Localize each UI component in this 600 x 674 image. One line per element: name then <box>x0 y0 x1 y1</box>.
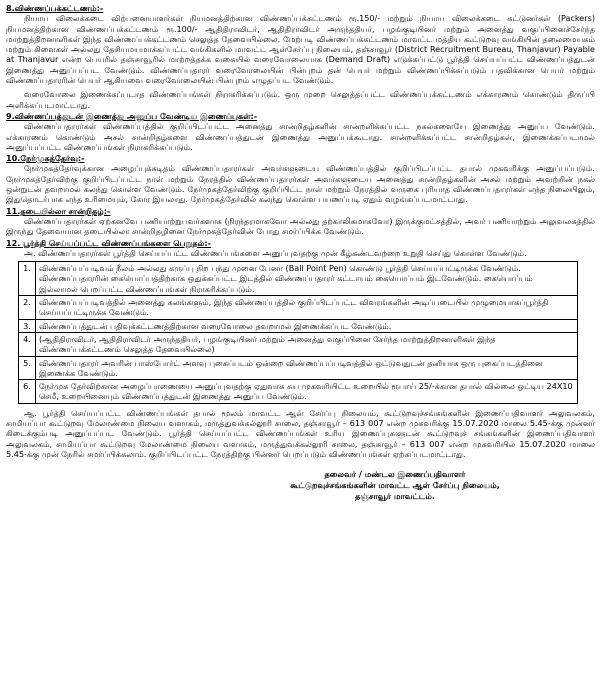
signature-office: கூட்டுறவுச்சங்கங்களின் மாவட்ட ஆள் சேர்ப்பு நிலையம், <box>290 480 500 491</box>
checklist-number: 6. <box>19 380 36 404</box>
signature-district: தஞ்சாவூர் மாவட்டம். <box>355 491 435 502</box>
checklist-number: 1. <box>19 262 36 296</box>
section-10-heading: 10.நேர்முகத்தேர்வு:- <box>6 153 85 164</box>
section-9-heading: 9.விண்ணப்பத்துடன் இணைத்து அனுப்ப வேண்டிய இணைப்புகள்:- <box>6 110 258 121</box>
section-8-heading: 8.விண்ணப்பக்கட்டணம்:- <box>6 3 104 13</box>
checklist-text: நேர்முக தேர்விற்கான அழைப்பாணையை அனுப்புவதற்கு ஏதுவாக சுய முகவரியிட்ட உறையில் ரூபாய் 25/-க்கான தபால் வில்லை ஒட்டிய 24X10 செமீ, உறையினையும் விண்ணப்பத்துடன் இணைத்து அனுப்ப வேண்டும். <box>36 380 578 404</box>
checklist-text: விண்ணப்பப்படிவம் நீலம் அல்லது கருப்பு நிற பந்து முனை பேனா (Ball Point Pen) கொண்டு பூர்த்தி செய்யப்பட்டிருக்க வேண்டும். விண்ணப்பதாரரின் கையொப்பத்திற்காக ஒதுக்கப்பட்ட இடத்தில் விண்ணப்பதாரர் கட்டாயம் கையொப்பம் இடவேண்டும். கையொப்பம் இல்லாமல் பெறப்பட்ட விண்ணப்பங்கள் நிராகரிக்கப்படும். <box>36 262 578 296</box>
checklist-row <box>19 356 578 380</box>
checklist-text: (ஆதிதிராவிடர், ஆதிதிராவிடர் அருந்ததியர், பழங்குடியினர் மற்றும் அனைத்து வகுப்பினை சேர்ந்த மாற்றுத்திறனாளிகள் இந்த விண்ணப்பக்கட்டணம் செலுத்த தேவையில்லை) <box>36 332 578 356</box>
checklist-row <box>19 380 578 404</box>
section-8-fee-paragraph: நியாய விலைக்கடை விற்பனையாளர்கள் நியமனத்திற்கான விண்ணப்பக்கட்டணம் ரூ.150/- மற்றும் நியாய விலைக்கடை கட்டுனர்கள் (Packers) நியமனத்திற்கான விண்ணப்பக்கட்டணம் ரூ.100/- ஆதிதிராவிடர், ஆதிதிராவிடர் அருந்ததியர், பழங்குடியினர் மற்றும் அனைத்து வகுப்பினைச்சேர்ந்த மாற்றுத்திறனாளிகள் இந்த விண்ணப்பக்கட்டணம் செலுத்த தேவையில்லை. மேற்படி விண்ணப்பக்கட்டணம் மாவட்ட மத்திய கூட்டுறவு வங்கியின் தலைமையகம் மற்றும் கிளைகள் அல்லது தேசியமயமாக்கப்பட்ட வங்கிகளில் மாவட்ட ஆள்சேர்ப்பு நிலையம், தஞ்சாவூர் (District Recruitment Bureau, Thanjavur) Payable at Thanjavur என்ற பெயரில் தஞ்சாவூரில் மாற்றத்தக்க வகையில் வரைவோலையாக (Demand Draft) எடுக்கப்பட்டு பூர்த்தி செய்யப்பட்ட விண்ணப்பத்துடன் இணைத்து அனுப்பப்பட வேண்டும். விண்ணப்பதாரர் வரைவோலையின் பின்புறம் தன் பெயர் மற்றும் விண்ணப்பிக்கப்படும் பதவிக்கான பெயர் மற்றும் விண்ணப்பதாரரின் பெயர் ஆகியவை வரைவோலையின் பின்புறம் எழுதப்பட வேண்டும். <box>6 13 595 86</box>
checklist-text: விண்ணப்பப்படிவத்தில் அனைத்து கலங்களும், இந்த விண்ணப்பத்தில் குறிப்பிடப்பட்ட விவரங்களின் அடிப்படையில் முழுமையாகப்பூர்த்தி செய்யப்பட்டிருக்க வேண்டும். <box>36 296 578 320</box>
signature-title: தலைவர் / மண்டல இணைப்பதிவாளர் <box>324 469 466 480</box>
checklist-table <box>18 261 578 404</box>
submission-paragraph: ஆ. பூர்த்தி செய்யப்பட்ட விண்ணப்பங்கள் தபால் மூலம் மாவட்ட ஆள் சேர்ப்பு நிலையம், கூட்டுறவுச்சங்கங்களின் இணைப்பதிவாளர் அலுவலகம், சாமியப்பா கூட்டுறவு மேலாண்மை நிலைய வளாகம், மருத்துவக்கல்லூரி சாலை, தஞ்சாவூர் – 613 007 என்ற முகவரிக்கு 15.07.2020 மாலை 5.45-க்கு முன்னர் கிடைக்கும்படி அனுப்பப்பட வேண்டும். பூர்த்தி செய்யப்பட்ட விண்ணப்பங்கள் உரிய இணைப்புகளுடன் கூட்டுறவுச் சங்கங்களின் இணைப்பதிவாளர் அலுவலகம், சாமியப்பா கூட்டுறவு மேலாண்மை நிலைய வளாகம், மருத்துவக்கல்லூரி சாலை, தஞ்சாவூர் – 613 007 என்ற முகவரியில் 15.07.2020 மாலை 5.45-க்கு முன் நேரில் சமர்ப்பிக்கலாம். குறிப்பிடப்பட்ட நேரத்திற்கு பின்னர் பெறப்படும் விண்ணப்பங்கள் ஏற்கப்படமாட்டாது. <box>6 407 595 459</box>
checklist-text: விண்ணப்பதாரர் அவரின் பாஸ்போர்ட் அளவு புகைப்படம் ஒன்றை விண்ணப்பப்படிவத்தில் ஒட்டுவதுடன் தனியாக ஒரு புகைப்படத்தினை இணைக்க வேண்டும். <box>36 356 578 380</box>
section-10-paragraph: நேர்முகத்தேர்வுக்கான அழைப்புக்கடிதம் விண்ணப்பதாரர்கள் அவர்களுடைய விண்ணப்பத்தில் குறிப்பிடப்பட்ட தபால் முகவரிக்கு அனுப்பப்படும். நேர்முகத்தேர்விற்கு குறிப்பிடப்பட்ட நாள் மற்றும் நேரத்தில் விண்ணப்பதாரர்கள் அவர்களுடைய அனைத்து சான்றிதழ்களின் அசல் மற்றும் அவற்றின் நகல் ஒன்றுடன் தவறாமல் கலந்து கொள்ள வேண்டும். நேர்முகத்தேர்விற்கு குறிப்பிட்ட நாள் மற்றும் நேரத்தில் வருகை புரியாத விண்ணப்பதாரர்கள் எந்த நிலையிலும், இதுதொடர்பாக எந்த உரிமையும், கோர இயலாது. நேர்முகத்தேர்வில் கலந்து கொள்ள பயணப்படி ஏதும் வழங்கப்படமாட்டாது. <box>6 163 595 205</box>
checklist-row <box>19 296 578 320</box>
checklist-number: 2. <box>19 296 36 320</box>
section-9-paragraph: விண்ணப்பதாரர்கள் விண்ணப்பத்தில் குறிப்பிடப்பட்ட அனைத்து சான்றிதழ்களின் சான்றளிக்கப்பட்ட நகல்களையே இணைத்து அனுப்ப வேண்டும். எக்காரணம் கொண்டும் அசல் சான்றிதழ்களை விண்ணப்பத்துடன் இணைத்து அனுப்பக்கூடாது. சான்றளிக்கப்பட்ட சான்றிதழ்கள், இணைக்கப்படாமல் அனுப்பப்பட்ட விண்ணப்பங்கள் நிராகரிக்கப்படும். <box>6 121 595 152</box>
checklist-number: 5. <box>19 356 36 380</box>
checklist-row <box>19 319 578 332</box>
checklist-text: விண்ணப்பத்துடன் பதிவுக்கட்டணத்திற்கான வரைவோலை தவறாமல் இணைக்கப்பட வேண்டும். <box>36 319 578 332</box>
checklist-number: 4. <box>19 332 36 356</box>
checklist-row <box>19 262 578 296</box>
signature-block <box>6 469 595 502</box>
checklist-row <box>19 332 578 356</box>
section-12-heading: 12. பூர்த்தி செய்யப்பட்ட விண்ணப்பங்களை பெறுதல்:- <box>6 237 211 248</box>
section-8-refund-paragraph: வரைவோலை இணைக்கப்படாத விண்ணப்பங்கள் நிராகரிக்கப்படும். ஒரு முறை செலுத்தப்பட்ட விண்ணப்பக்கட்டணம் எக்காரணம் கொண்டும் திருப்பி அளிக்கப்படமாட்டாது. <box>6 89 595 110</box>
checklist-number: 3. <box>19 319 36 332</box>
section-11-paragraph: விண்ணப்பதாரர்கள் ஏற்கனவே பணியாற்றுபவர்களாக (நிரந்தரமாகவோ அல்லது தற்காலிகமாகவோ) இருக்குமட்சத்தில், அவர் பணியாற்றும் அலுவலகத்தில் இருந்து தேவையான தடையில்லா சான்றிதழினை நேர்முகத்தேர்வின் போது சமர்ப்பிக்க வேண்டும். <box>6 215 595 237</box>
section-12-intro: அ. விண்ணப்பதாரர்கள் பூர்த்தி செய்யப்பட்ட விண்ணப்பங்களை அனுப்புவதற்கு முன் கீழ்கண்டவற்றை உறுதி செய்து கொள்ள வேண்டும். <box>24 247 527 258</box>
section-11-heading: 11.தடையில்லா சான்றிதழ்:- <box>6 205 111 216</box>
